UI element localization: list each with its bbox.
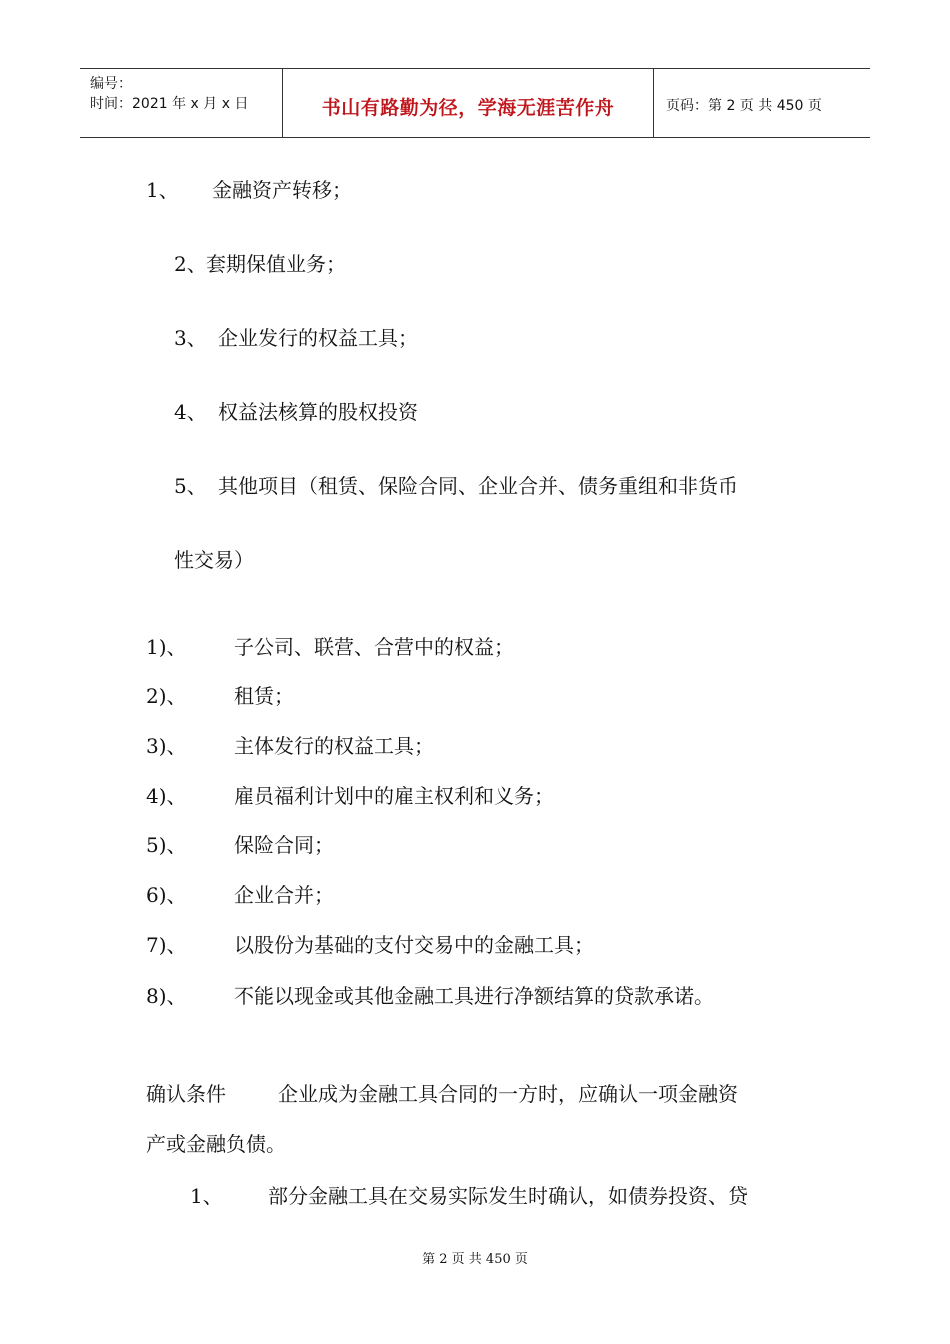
sub-list-item-number: 4)、 — [146, 784, 187, 808]
sub-list-item-text: 主体发行的权益工具； — [234, 734, 434, 758]
sub-list-item-number: 3)、 — [146, 734, 187, 758]
sub-list-item-number: 8)、 — [146, 984, 187, 1008]
sub-list-item-text: 雇员福利计划中的雇主权利和义务； — [234, 784, 554, 808]
list-item-text: 其他项目（租赁、保险合同、企业合并、债务重组和非货币 — [218, 474, 738, 498]
list-item-number: 1、 — [146, 178, 179, 202]
sub-list-item-text: 不能以现金或其他金融工具进行净额结算的贷款承诺。 — [234, 984, 714, 1008]
sub-list-item-number: 2)、 — [146, 684, 187, 708]
list-item-number: 4、 — [174, 400, 207, 424]
list-item-continuation: 性交易） — [174, 548, 254, 572]
recognition-line-1: 企业成为金融工具合同的一方时，应确认一项金融资 — [278, 1082, 738, 1106]
list-item-text: 企业发行的权益工具； — [218, 326, 418, 350]
doc-time-label: 时间：2021 年 x 月 x 日 — [90, 96, 249, 112]
sub-list-item-text: 子公司、联营、合营中的权益； — [234, 635, 514, 659]
header-page-label: 页码：第 2 页 共 450 页 — [666, 98, 822, 114]
page-footer — [0, 1248, 950, 1267]
doc-code-label: 编号： — [90, 76, 132, 92]
page-header — [80, 68, 870, 138]
header-page-cell — [654, 69, 870, 137]
sub-list-item-number: 7)、 — [146, 933, 187, 957]
sub-list-item-number: 5)、 — [146, 833, 187, 857]
footer-page-number: 第 2 页 共 450 页 — [422, 1252, 528, 1267]
list-item-text: 权益法核算的股权投资 — [218, 400, 418, 424]
recognition-line-2: 产或金融负债。 — [146, 1132, 286, 1156]
sub-list-item-text: 租赁； — [234, 684, 294, 708]
list-item-number: 2、 — [174, 252, 207, 276]
recognition-item-number: 1、 — [190, 1184, 223, 1208]
recognition-item-text: 部分金融工具在交易实际发生时确认，如债券投资、贷 — [268, 1184, 748, 1208]
list-item-number: 3、 — [174, 326, 207, 350]
sub-list-item-text: 以股份为基础的支付交易中的金融工具； — [234, 933, 594, 957]
sub-list-item-text: 保险合同； — [234, 833, 334, 857]
list-item-text: 套期保值业务； — [206, 252, 346, 276]
recognition-title: 确认条件 — [146, 1082, 226, 1106]
header-motto-cell — [283, 69, 654, 137]
list-item-number: 5、 — [174, 474, 207, 498]
list-item-text: 金融资产转移； — [212, 178, 352, 202]
sub-list-item-number: 1)、 — [146, 635, 187, 659]
header-motto: 书山有路勤为径，学海无涯苦作舟 — [321, 97, 615, 119]
sub-list-item-text: 企业合并； — [234, 883, 334, 907]
sub-list-item-number: 6)、 — [146, 883, 187, 907]
header-info-cell — [80, 69, 283, 137]
